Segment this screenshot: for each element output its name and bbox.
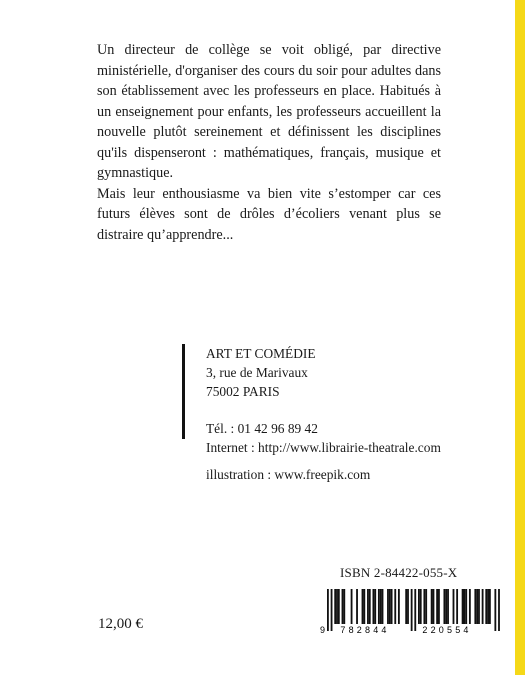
publisher-website: Internet : http://www.librairie-theatrale.com <box>206 440 441 455</box>
barcode-bar <box>498 589 500 631</box>
barcode-bar <box>382 589 384 624</box>
barcode-bar <box>351 589 353 624</box>
barcode-bar <box>391 589 393 624</box>
barcode-bar <box>443 589 445 624</box>
barcode-bar <box>489 589 491 624</box>
barcode-right-digits: 220554 <box>422 625 472 635</box>
barcode-bar <box>438 589 440 624</box>
barcode-bar <box>425 589 427 624</box>
barcode-bar <box>407 589 409 624</box>
barcode-bar <box>389 589 391 624</box>
barcode-bar <box>464 589 466 624</box>
barcode-bar <box>327 589 329 631</box>
barcode-bar <box>462 589 464 624</box>
barcode-bar <box>338 589 340 624</box>
barcode-bar <box>367 589 369 624</box>
barcode-bar <box>474 589 476 624</box>
barcode-bar <box>380 589 382 624</box>
barcode-bar <box>418 589 420 624</box>
barcode-bar <box>374 589 376 624</box>
barcode-bar <box>487 589 489 624</box>
barcode-bar <box>482 589 484 624</box>
isbn-label: ISBN 2-84422-055-X <box>340 565 458 580</box>
barcode-bar <box>436 589 438 624</box>
barcode-bar <box>465 589 467 624</box>
barcode-bar <box>494 589 496 631</box>
barcode-bar <box>334 589 336 624</box>
barcode-bar <box>331 589 333 631</box>
barcode-bar <box>387 589 389 624</box>
barcode-bar <box>373 589 375 624</box>
barcode-bar <box>378 589 380 624</box>
barcode-bar <box>485 589 487 624</box>
barcode-bar <box>445 589 447 624</box>
illustration-credit: illustration : www.freepik.com <box>206 467 371 482</box>
price-label: 12,00 € <box>98 616 143 632</box>
barcode-bar <box>447 589 449 624</box>
barcode-bar <box>420 589 422 624</box>
barcode-bar <box>369 589 371 624</box>
barcode-bar <box>336 589 338 624</box>
barcode-bar <box>433 589 435 624</box>
ean13-barcode <box>318 589 511 635</box>
barcode-bar <box>398 589 400 624</box>
barcode-bar <box>431 589 433 624</box>
barcode-bar <box>456 589 458 624</box>
barcode-bar <box>411 589 413 631</box>
barcode-left-digits: 782844 <box>340 625 390 635</box>
barcode-bar <box>394 589 396 624</box>
blurb-paragraph-1: Un directeur de collège se voit obligé, par directive ministérielle, d'organiser des cours du soir pour adultes dans son établissement avec les professeurs en place. Habitués à un enseignement pour enfants, les professeurs accueillent la nouvelle plutôt sereinement et définissent les disciplines qu'ils dispenseront : mathématiques, français, musique et gymnastique. <box>97 42 441 181</box>
barcode-bar <box>423 589 425 624</box>
back-cover-blurb <box>97 40 441 245</box>
barcode-bar <box>476 589 478 624</box>
barcode-bar <box>453 589 455 624</box>
barcode-bar <box>478 589 480 624</box>
publisher-city: 75002 PARIS <box>206 384 280 399</box>
barcode-first-digit: 9 <box>320 625 326 635</box>
blurb-paragraph-2: Mais leur enthousiasme va bien vite s’estomper car ces futurs élèves sont de drôles d’écoliers venant plus se distraire qu’apprendre... <box>97 185 441 243</box>
barcode-bar <box>356 589 358 624</box>
barcode-bar <box>363 589 365 624</box>
barcode-bar <box>362 589 364 624</box>
barcode-bar <box>342 589 344 624</box>
publisher-name: ART ET COMÉDIE <box>206 346 316 361</box>
publisher-phone: Tél. : 01 42 96 89 42 <box>206 421 318 436</box>
publisher-street: 3, rue de Marivaux <box>206 365 308 380</box>
barcode-bar <box>405 589 407 624</box>
barcode-bar <box>343 589 345 624</box>
barcode-bar <box>414 589 416 631</box>
publisher-address-block <box>182 344 441 455</box>
yellow-edge-strip <box>515 0 525 675</box>
barcode-bar <box>469 589 471 624</box>
